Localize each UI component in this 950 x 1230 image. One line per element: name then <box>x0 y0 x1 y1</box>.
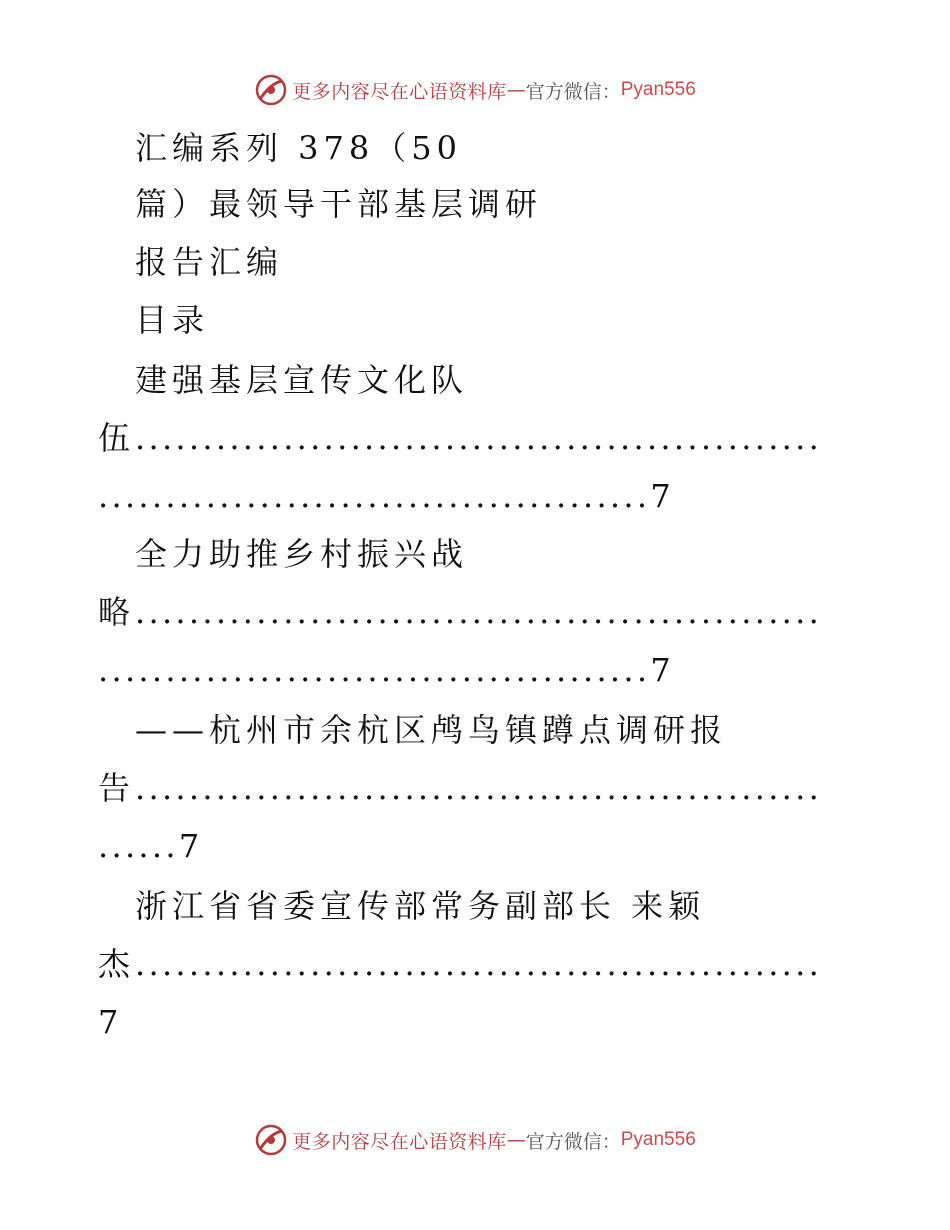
toc-page-number: 7 <box>98 1003 124 1041</box>
toc-entry-wrap-char: 略 <box>98 593 136 631</box>
toc-entry-title: 全力助推乡村振兴战 <box>135 535 469 573</box>
toc-entry-dots-row <box>98 826 204 866</box>
toc-leader-dots: ......................................... <box>98 651 651 689</box>
footer-watermark <box>0 1120 950 1160</box>
toc-entry-dots-row <box>98 592 822 632</box>
toc-entry-wrap-char: 告 <box>98 769 136 807</box>
toc-leader-dots: ...... <box>98 827 179 865</box>
watermark-wechat-id: Pyan556 <box>620 1129 696 1150</box>
header-watermark <box>0 70 950 110</box>
doc-title-line-2: 篇）最领导干部基层调研 <box>135 185 543 223</box>
toc-leader-dots: ......................................... <box>98 477 651 515</box>
watermark-text: 更多内容尽在心语资料库 <box>292 1130 507 1153</box>
watermark-separator: — <box>506 79 526 101</box>
toc-entry-dots-row <box>98 418 822 458</box>
watermark-text: 更多内容尽在心语资料库 <box>292 80 507 103</box>
watermark-wechat-label: 官方微信： <box>525 1130 621 1153</box>
toc-page-number: 7 <box>650 651 676 689</box>
watermark-separator: — <box>506 1129 526 1151</box>
toc-leader-dots: ................................................... <box>135 769 823 807</box>
toc-entry-dots-row <box>98 768 822 808</box>
toc-entry-title: ——杭州市余杭区鸬鸟镇蹲点调研报 <box>135 711 728 749</box>
watermark-wechat-id: Pyan556 <box>620 79 696 100</box>
brand-logo-icon <box>254 73 288 107</box>
toc-leader-dots: ................................................... <box>135 419 823 457</box>
toc-entry-title: 建强基层宣传文化队 <box>135 361 469 399</box>
doc-title-line-1: 汇编系列 378（50 <box>135 129 462 167</box>
toc-page-number: 7 <box>650 477 676 515</box>
toc-entry-dots-row <box>98 476 676 516</box>
toc-entry-wrap-char: 杰 <box>98 945 136 983</box>
toc-entry-wrap-char: 伍 <box>98 419 136 457</box>
toc-leader-dots: ................................................... <box>135 945 823 983</box>
brand-logo-icon <box>254 1123 288 1157</box>
doc-title-line-3: 报告汇编 <box>135 243 284 281</box>
toc-entry-title: 浙江省省委宣传部常务副部长 来颖 <box>135 887 706 925</box>
toc-entry-dots-row <box>98 944 822 984</box>
toc-page-number: 7 <box>178 827 205 865</box>
toc-heading: 目录 <box>135 301 210 339</box>
watermark-wechat-label: 官方微信： <box>525 80 621 103</box>
toc-entry-dots-row <box>98 650 676 690</box>
toc-leader-dots: ................................................... <box>135 593 823 631</box>
